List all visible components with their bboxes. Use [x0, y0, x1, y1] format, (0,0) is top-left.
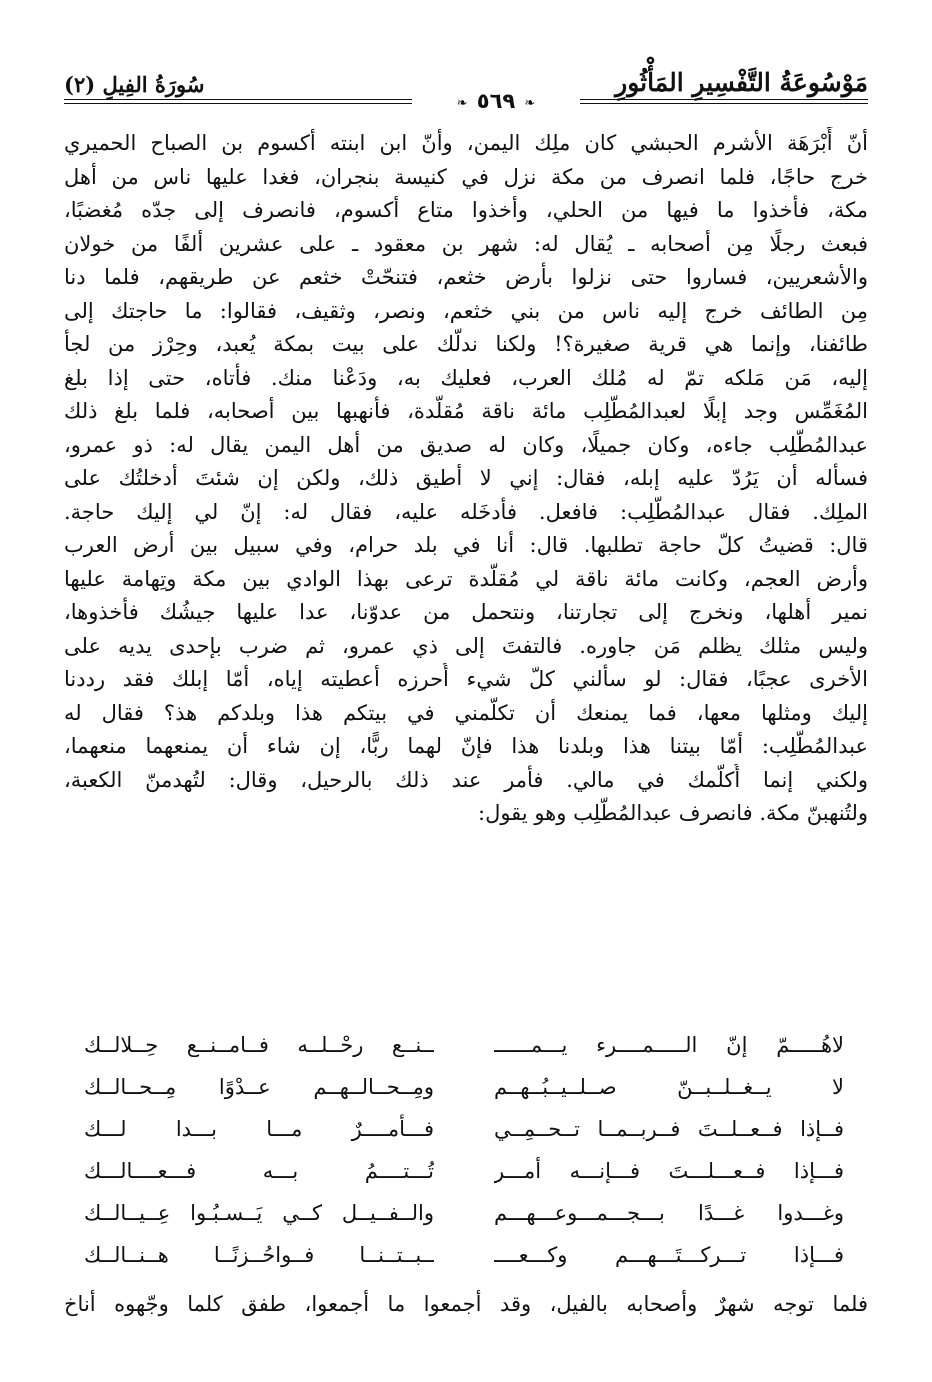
text-line: عبدالمُطَّلِب جاءه، وكان جميلًا، وكان له صديق من أهل اليمن يقال له: ذو عمرو، [64, 432, 868, 457]
poem-verse [64, 1192, 868, 1234]
text-line: مِن الطائف خرج إليه ناس من بني خثعم، ونصر، وثقيف، فقالوا: ما حاجتك إلى [64, 298, 868, 323]
body-text [64, 127, 868, 831]
page-header [64, 64, 868, 112]
poem-verse [64, 1150, 868, 1192]
verse-first-hemistich: لا يــغــلــبــنّ صــلــيــبُــهــم [494, 1075, 844, 1099]
text-line: وليس مثلك يظلم مَن جاوره. فالتفتَ إلى ذي عمرو، ثم ضرب بإحدى يديه على [64, 633, 868, 658]
surah-title: سُورَةُ الفِيلِ (٢) [64, 72, 205, 97]
text-line: المُغَمِّس وجد إبلًا لعبدالمُطَّلِب مائة ناقة مُقلّدة، فأنهبها بين أصحابه، فلما بلغ ذلك [64, 399, 868, 423]
verse-second-hemistich: ومِــحــالــهــم عــدْوًا مِــحــالــك [84, 1075, 434, 1099]
text-line: إليه، مَن مَلكه تمّ له مُلك العرب، فعليك به، ودَعْنا منك. فأتاه، حتى إذا بلغ [64, 365, 868, 390]
verse-second-hemistich: تُـــتــــمُ بـــه فـــعــــالـــك [84, 1159, 434, 1183]
text-line: الأخرى عجبًا، فقال: لو سألني كلّ شيء أُحرزه أعطيته إياه، أمّا إبلك فقد رددنا [64, 667, 868, 691]
verse-first-hemistich: فـــإذا فــعـــلـــتَ فـــإنـــه أمـــر [494, 1159, 844, 1183]
ornament-icon-left: ❧ [456, 96, 468, 111]
verse-second-hemistich: ــبــتــنــا فــواحُــزنًــا هــنــالــك [84, 1243, 434, 1267]
page-number: ٥٦٩ [476, 89, 516, 113]
text-line: ولكني إنما أُكلّمك في مالي. فأمر عند ذلك بالرحيل، وقال: لتُهدمنّ الكعبة، [64, 767, 868, 792]
text-line: مكة، فأخذوا ما فيها من الحلي، وأخذوا متاع أكسوم، فانصرف إلى جدّه مُغضبًا، [64, 198, 868, 222]
continuation-line: فلما توجه شهرٌ وأصحابه بالفيل، وقد أجمعوا ما أجمعوا، طفق كلما وجّهوه أناخ [64, 1292, 868, 1316]
text-line: والأشعريين، فساروا حتى نزلوا بأرض خثعم، فتنحّتْ خثعم عن طريقهم، فلما دنا [64, 265, 868, 289]
book-title: مَوْسُوعَةُ التَّفْسِيرِ المَأْثُورِ [615, 68, 868, 97]
verse-first-hemistich: لاهُـــــمّ إنّ الـــــمــــرء يـــمــــــ [494, 1033, 844, 1057]
text-line: إليك ومثلها معها، فما يمنعك أن تكلّمني في بيتكم هذا وبلدكم هذ؟ فقال له [64, 700, 868, 725]
text-line: وأرض العجم، وكانت مائة ناقة لي مُقلّدة ترعى بهذا الوادي بين مكة وتِهامة عليها [64, 566, 868, 591]
text-line: فبعث رجلًا مِن أصحابه ـ يُقال له: شهر بن معقود ـ على عشرين ألفًا من خولان [64, 231, 868, 256]
poem-verse [64, 1234, 868, 1276]
verse-second-hemistich: والــفــيــل كــي يَــسـبُـوا عِــيــالــك [84, 1201, 434, 1225]
text-line: نمير أهلها، ونخرج إلى تجارتنا، ونتحمل من عدوّنا، عدا عليها جيشُك فأخذوها، [64, 600, 868, 624]
poem-verse [64, 1108, 868, 1150]
text-line: عبدالمُطَّلِب: أمّا بيتنا هذا وبلدنا هذا فإنّ لهما ربًّا، إن شاء أن يمنعهما منعهما، [64, 734, 868, 758]
verse-second-hemistich: فـــأمــــرٌ مـــا بـــدا لـــك [84, 1117, 434, 1141]
verse-first-hemistich: فـــإذا تـــركـــتَـــهـــم وكـــعــــ [494, 1243, 844, 1267]
poem [64, 1024, 868, 1276]
poem-verse [64, 1066, 868, 1108]
verse-first-hemistich: فــإذا فــعــلــتَ فــربــمــا تــحــمِــي [494, 1117, 844, 1141]
page-number-box [416, 90, 576, 112]
text-line: الملِك. فقال عبدالمُطَّلِب: فافعل. فأدخَله عليه، فقال له: إنّ لي إليك حاجة. [64, 499, 868, 524]
verse-second-hemistich: ــنــع رحْــلــه فــامــنــع حِــلالــك [84, 1033, 434, 1057]
text-line: ولتُنهبنّ مكة. فانصرف عبدالمُطَّلِب وهو يقول: [478, 801, 868, 825]
text-line: أنّ أَبْرَهَة الأشرم الحبشي كان ملِك اليمن، وأنّ ابن ابنته أكسوم بن الصباح الحميري [64, 131, 868, 155]
text-line: طائفنا، وإنما هي قرية صغيرة؟! ولكنا ندلّك على بيت بمكة يُعبد، وحِرْز من لجأ [64, 332, 868, 356]
text-line: فسأله أن يَرُدّ عليه إبله، فقال: إني لا أطيق ذلك، ولكن إن شئتَ أدخلتُك على [64, 466, 868, 490]
poem-verse [64, 1024, 868, 1066]
verse-first-hemistich: وغـــدوا غـــدًا بـــجـــمـــوعـــهـــم [494, 1201, 844, 1225]
text-line: خرج حاجًا، فلما انصرف من مكة نزل في كنيسة بنجران، فغدا عليها ناس من أهل [64, 164, 868, 189]
ornament-icon-right: ❧ [524, 96, 536, 111]
text-line: قال: قضيتُ كلّ حاجة تطلبها. قال: أنا في بلد حرام، وفي سبيل بين أرض العرب [64, 533, 868, 557]
